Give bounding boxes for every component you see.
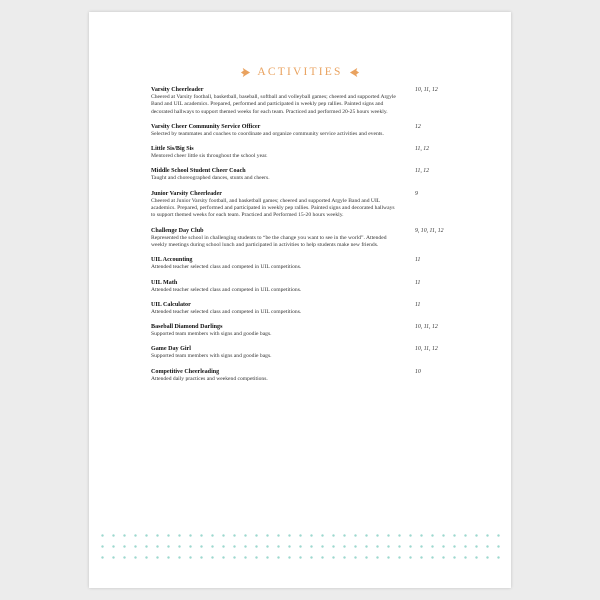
activity-title: Baseball Diamond Darlings [151, 324, 223, 331]
resume-page [89, 12, 511, 588]
activity-title: Game Day Girl [151, 346, 191, 353]
activity-entry [151, 323, 491, 338]
activity-title: Varsity Cheerleader [151, 87, 204, 93]
flourish-right-icon [349, 67, 360, 78]
activity-title: UIL Math [151, 279, 178, 286]
activity-description: Attended teacher selected class and competed in UIL competitions. [151, 308, 302, 315]
activity-entry [151, 368, 491, 383]
activity-entry [151, 145, 491, 160]
activity-entry [151, 256, 491, 271]
activity-description: Attended daily practices and weekend competitions. [151, 375, 268, 382]
activity-entry [151, 167, 491, 182]
activity-years: 9 [415, 190, 418, 197]
activity-title: Competitive Cheerleading [151, 368, 220, 375]
activity-entry [151, 301, 491, 316]
activity-years: 11, 12 [415, 146, 430, 153]
activity-entry [151, 190, 491, 220]
activity-title: Varsity Cheer Community Service Officer [151, 123, 261, 130]
activity-years: 10 [415, 368, 421, 375]
activity-description: Mentored cheer little sis throughout the school year. [151, 153, 268, 160]
activity-entry [151, 227, 491, 250]
activity-description: Supported team members with signs and goodie bags. [151, 353, 272, 360]
activities-list [151, 86, 491, 390]
activity-years: 10, 11, 12 [415, 346, 438, 353]
activity-title: Middle School Student Cheer Coach [151, 168, 246, 175]
activity-years: 12 [415, 123, 421, 130]
activity-description: Selected by teammates and coaches to coordinate and organize community service activities and events. [151, 130, 384, 137]
activity-years: 11 [415, 279, 421, 286]
activity-description: Supported team members with signs and goodie bags. [151, 331, 272, 338]
activity-years: 9, 10, 11, 12 [415, 227, 444, 234]
dot-pattern-decoration [97, 530, 503, 566]
activity-title: UIL Calculator [151, 301, 191, 308]
activity-years: 10, 11, 12 [415, 324, 438, 331]
activity-description: Cheered at Varsity football, basketball, baseball, softball and volleyball games; cheered and supported Argyle Band and UIL academics. Prepared, performed and participated in weekly pep rallies. Painted signs and decorated hallways to support themed weeks for each team. Practiced and performed 20-25 hours weekly. [151, 94, 396, 115]
activity-entry [151, 123, 491, 138]
flourish-left-icon [240, 67, 251, 78]
activity-description: Attended teacher selected class and competed in UIL competitions. [151, 286, 302, 293]
activity-entry [151, 345, 491, 360]
activity-title: Junior Varsity Cheerleader [151, 190, 222, 197]
activity-description: Attended teacher selected class and competed in UIL competitions. [151, 264, 302, 271]
section-title: ACTIVITIES [257, 66, 343, 78]
activity-title: Little Sis/Big Sis [151, 146, 194, 153]
activity-entry [151, 279, 491, 294]
activity-years: 11 [415, 257, 421, 264]
section-header [89, 66, 511, 78]
activity-description: Cheered at Junior Varsity football, and basketball games; cheered and supported Argyle Band and UIL academics. Prepared, performed and participated in weekly pep rallies. Painted signs and decorated hallways to support themed weeks for each team. Practiced and Performed 15-20 hours weekly. [151, 197, 395, 219]
activity-entry [151, 86, 491, 116]
activity-years: 11 [415, 301, 421, 308]
activity-years: 10, 11, 12 [415, 87, 438, 93]
activity-description: Represented the school in challenging students to “be the change you want to see in the world”. Attended weekly meetings during school lunch and participated in activities to help students make new friends. [151, 234, 387, 248]
activity-title: Challenge Day Club [151, 227, 204, 234]
activity-description: Taught and choreographed dances, stunts and cheers. [151, 175, 270, 182]
activity-title: UIL Accounting [151, 257, 193, 264]
activity-years: 11, 12 [415, 168, 430, 175]
